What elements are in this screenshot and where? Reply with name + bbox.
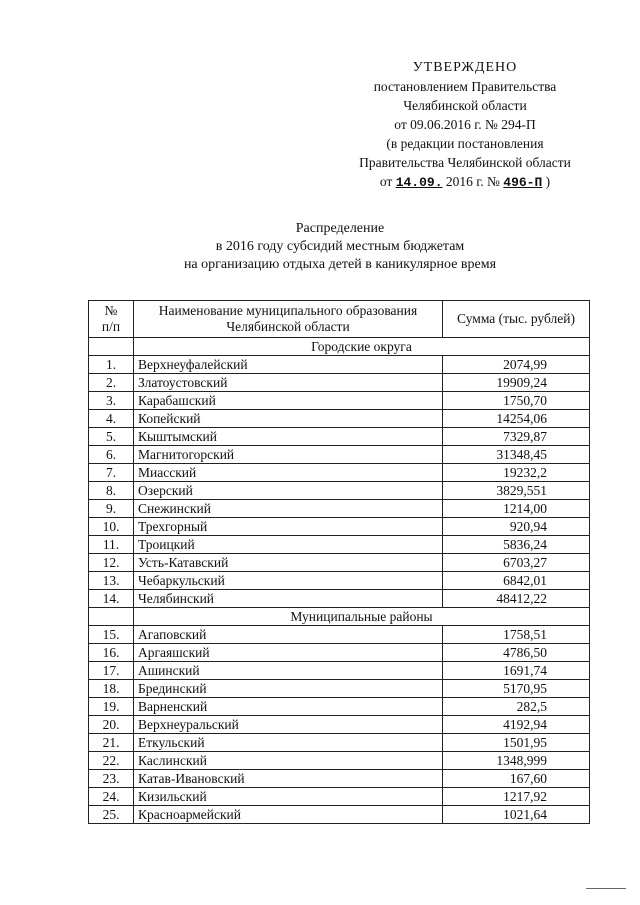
table-row <box>89 536 590 554</box>
title-line-3: на организацию отдыха детей в каникулярное время <box>183 257 497 272</box>
row-number: 15. <box>89 626 134 644</box>
row-sum: 5170,95 <box>443 680 590 698</box>
row-name: Трехгорный <box>134 518 443 536</box>
row-name: Верхнеуральский <box>134 716 443 734</box>
row-sum: 1691,74 <box>443 662 590 680</box>
row-sum: 1214,00 <box>443 500 590 518</box>
table-row <box>89 374 590 392</box>
row-sum: 1750,70 <box>443 392 590 410</box>
row-number: 8. <box>89 482 134 500</box>
title-line-2: в 2016 году субсидий местным бюджетам <box>215 239 465 254</box>
row-number: 20. <box>89 716 134 734</box>
row-sum: 6842,01 <box>443 572 590 590</box>
row-name: Агаповский <box>134 626 443 644</box>
row-sum: 1217,92 <box>443 788 590 806</box>
row-name: Копейский <box>134 410 443 428</box>
table-row <box>89 770 590 788</box>
table-row <box>89 500 590 518</box>
table-row <box>89 392 590 410</box>
row-number: 11. <box>89 536 134 554</box>
row-sum: 4786,50 <box>443 644 590 662</box>
approval-date-line <box>330 172 600 192</box>
row-number: 16. <box>89 644 134 662</box>
row-name: Брединский <box>134 680 443 698</box>
section-row <box>89 338 590 356</box>
approval-line-4: (в редакции постановления <box>386 136 544 151</box>
row-name: Катав-Ивановский <box>134 770 443 788</box>
row-sum: 920,94 <box>443 518 590 536</box>
date-prefix: от <box>379 174 393 189</box>
row-number: 5. <box>89 428 134 446</box>
row-sum: 6703,27 <box>443 554 590 572</box>
table-row <box>89 590 590 608</box>
table-row <box>89 716 590 734</box>
row-number: 23. <box>89 770 134 788</box>
row-sum: 1021,64 <box>443 806 590 824</box>
row-number: 13. <box>89 572 134 590</box>
row-name: Озерский <box>134 482 443 500</box>
table-row <box>89 572 590 590</box>
row-name: Красноармейский <box>134 806 443 824</box>
row-number: 3. <box>89 392 134 410</box>
table-row <box>89 680 590 698</box>
handwritten-number: 496-П <box>503 175 543 190</box>
row-number: 22. <box>89 752 134 770</box>
row-number: 2. <box>89 374 134 392</box>
row-name: Кизильский <box>134 788 443 806</box>
table-row <box>89 482 590 500</box>
row-sum: 7329,87 <box>443 428 590 446</box>
row-name: Челябинский <box>134 590 443 608</box>
row-name: Миасский <box>134 464 443 482</box>
approval-line-1: постановлением Правительства <box>373 79 557 94</box>
table-row <box>89 734 590 752</box>
row-number: 21. <box>89 734 134 752</box>
table-row <box>89 554 590 572</box>
row-number: 7. <box>89 464 134 482</box>
row-number: 4. <box>89 410 134 428</box>
row-number: 19. <box>89 698 134 716</box>
table-row <box>89 356 590 374</box>
table-row <box>89 518 590 536</box>
row-name: Усть-Катавский <box>134 554 443 572</box>
date-mid: 2016 г. № <box>445 174 500 189</box>
distribution-table <box>88 300 590 824</box>
row-number: 6. <box>89 446 134 464</box>
row-sum: 4192,94 <box>443 716 590 734</box>
row-sum: 2074,99 <box>443 356 590 374</box>
table-row <box>89 428 590 446</box>
row-sum: 19909,24 <box>443 374 590 392</box>
row-name: Златоустовский <box>134 374 443 392</box>
row-number: 17. <box>89 662 134 680</box>
row-name: Карабашский <box>134 392 443 410</box>
row-number: 12. <box>89 554 134 572</box>
row-name: Еткульский <box>134 734 443 752</box>
date-suffix: ) <box>545 174 551 189</box>
row-sum: 1501,95 <box>443 734 590 752</box>
handwritten-date: 14.09. <box>395 175 443 190</box>
row-sum: 31348,45 <box>443 446 590 464</box>
table-body <box>89 338 590 824</box>
row-number: 9. <box>89 500 134 518</box>
row-sum: 282,5 <box>443 698 590 716</box>
approval-line-5: Правительства Челябинской области <box>359 155 571 170</box>
section-title-districts: Муниципальные районы <box>134 608 590 626</box>
header-name: Наименование муниципального образования Челябинской области <box>134 301 443 338</box>
approval-line-2: Челябинской области <box>403 98 527 113</box>
row-name: Варненский <box>134 698 443 716</box>
row-sum: 3829,551 <box>443 482 590 500</box>
row-sum: 5836,24 <box>443 536 590 554</box>
header-number: № п/п <box>89 301 134 338</box>
table-row <box>89 806 590 824</box>
row-sum: 14254,06 <box>443 410 590 428</box>
section-row <box>89 608 590 626</box>
row-sum: 167,60 <box>443 770 590 788</box>
section-title-urban: Городские округа <box>134 338 590 356</box>
row-number: 24. <box>89 788 134 806</box>
row-number: 10. <box>89 518 134 536</box>
row-name: Каслинский <box>134 752 443 770</box>
row-sum: 48412,22 <box>443 590 590 608</box>
table-row <box>89 464 590 482</box>
table-row <box>89 446 590 464</box>
row-name: Аргаяшский <box>134 644 443 662</box>
row-name: Снежинский <box>134 500 443 518</box>
approval-stamp: УТВЕРЖДЕНО <box>412 60 518 75</box>
table-header-row <box>89 301 590 338</box>
table-row <box>89 626 590 644</box>
table-row <box>89 698 590 716</box>
row-name: Магнитогорский <box>134 446 443 464</box>
row-sum: 1348,999 <box>443 752 590 770</box>
table-row <box>89 662 590 680</box>
title-line-1: Распределение <box>295 221 385 236</box>
row-number: 18. <box>89 680 134 698</box>
scan-mark <box>586 888 626 889</box>
row-number: 25. <box>89 806 134 824</box>
row-name: Верхнеуфалейский <box>134 356 443 374</box>
table-row <box>89 788 590 806</box>
table-row <box>89 410 590 428</box>
row-sum: 19232,2 <box>443 464 590 482</box>
row-name: Чебаркульский <box>134 572 443 590</box>
table-row <box>89 644 590 662</box>
approval-line-3: от 09.06.2016 г. № 294-П <box>394 117 536 132</box>
document-title <box>130 220 550 274</box>
table-row <box>89 752 590 770</box>
row-name: Кыштымский <box>134 428 443 446</box>
row-number: 1. <box>89 356 134 374</box>
approval-block <box>330 58 600 192</box>
header-sum: Сумма (тыс. рублей) <box>443 301 590 338</box>
row-name: Ашинский <box>134 662 443 680</box>
row-number: 14. <box>89 590 134 608</box>
row-name: Троицкий <box>134 536 443 554</box>
row-sum: 1758,51 <box>443 626 590 644</box>
